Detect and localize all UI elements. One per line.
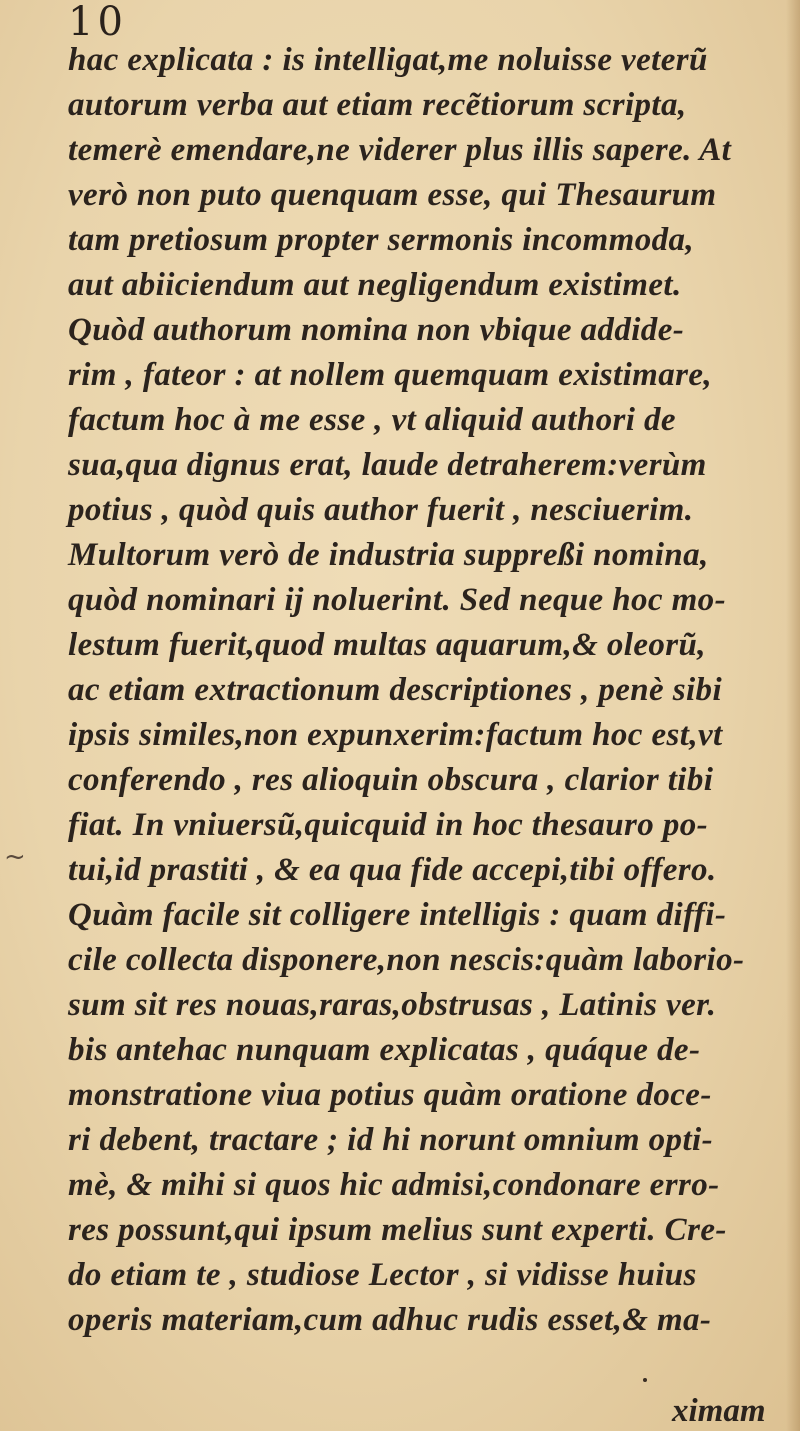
text-line: do etiam te , studiose Lector , si vidisse huius: [68, 1257, 697, 1293]
text-line: Multorum verò de industria suppreßi nomina,: [68, 537, 709, 573]
text-line: autorum verba aut etiam recẽtiorum scripta,: [68, 87, 687, 123]
text-line: sua,qua dignus erat, laude detraherem:verùm: [68, 447, 707, 483]
text-line: tui,id prastiti , & ea qua fide accepi,tibi offero.: [68, 852, 717, 888]
text-line: tam pretiosum propter sermonis incommoda,: [68, 222, 695, 258]
text-line: operis materiam,cum adhuc rudis esset,& ma-: [68, 1302, 712, 1338]
text-line: sum sit res nouas,raras,obstrusas , Latinis ver.: [68, 987, 717, 1023]
text-line: hac explicata : is intelligat,me noluisse veterũ: [68, 42, 708, 78]
page-edge-shadow: [786, 0, 800, 1431]
margin-mark: ~: [4, 842, 26, 872]
ink-dot: [643, 1378, 647, 1382]
text-line: Quòd authorum nomina non vbique addide-: [68, 312, 685, 348]
text-line: quòd nominari ij noluerint. Sed neque hoc mo-: [68, 582, 726, 618]
page-number: 10: [68, 0, 127, 45]
text-line: verò non puto quenquam esse, qui Thesaurum: [68, 177, 717, 213]
text-line: monstratione viua potius quàm oratione doce-: [68, 1077, 712, 1113]
text-line: bis antehac nunquam explicatas , quáque de-: [68, 1032, 701, 1068]
text-line: potius , quòd quis author fuerit , nesciuerim.: [68, 492, 694, 528]
text-line: mè, & mihi si quos hic admisi,condonare erro-: [68, 1167, 720, 1203]
text-line: rim , fateor : at nollem quemquam existimare,: [68, 357, 713, 393]
text-line: ipsis similes,non expunxerim:factum hoc est,vt: [68, 717, 723, 753]
text-line: cile collecta disponere,non nescis:quàm laborio-: [68, 942, 745, 978]
text-line: lestum fuerit,quod multas aquarum,& oleorũ,: [68, 627, 706, 663]
text-line: aut abiiciendum aut negligendum existimet.: [68, 267, 682, 303]
text-line: Quàm facile sit colligere intelligis : quam diffi-: [68, 897, 727, 933]
catchword: ximam: [672, 1393, 766, 1429]
text-line: temerè emendare,ne viderer plus illis sapere. At: [68, 132, 732, 168]
text-line: conferendo , res alioquin obscura , clarior tibi: [68, 762, 714, 798]
text-line: fiat. In vniuersũ,quicquid in hoc thesauro po-: [68, 807, 709, 843]
text-line: factum hoc à me esse , vt aliquid authori de: [68, 402, 676, 438]
text-line: ri debent, tractare ; id hi norunt omnium opti-: [68, 1122, 713, 1158]
text-line: ac etiam extractionum descriptiones , penè sibi: [68, 672, 723, 708]
text-line: res possunt,qui ipsum melius sunt experti. Cre-: [68, 1212, 727, 1248]
